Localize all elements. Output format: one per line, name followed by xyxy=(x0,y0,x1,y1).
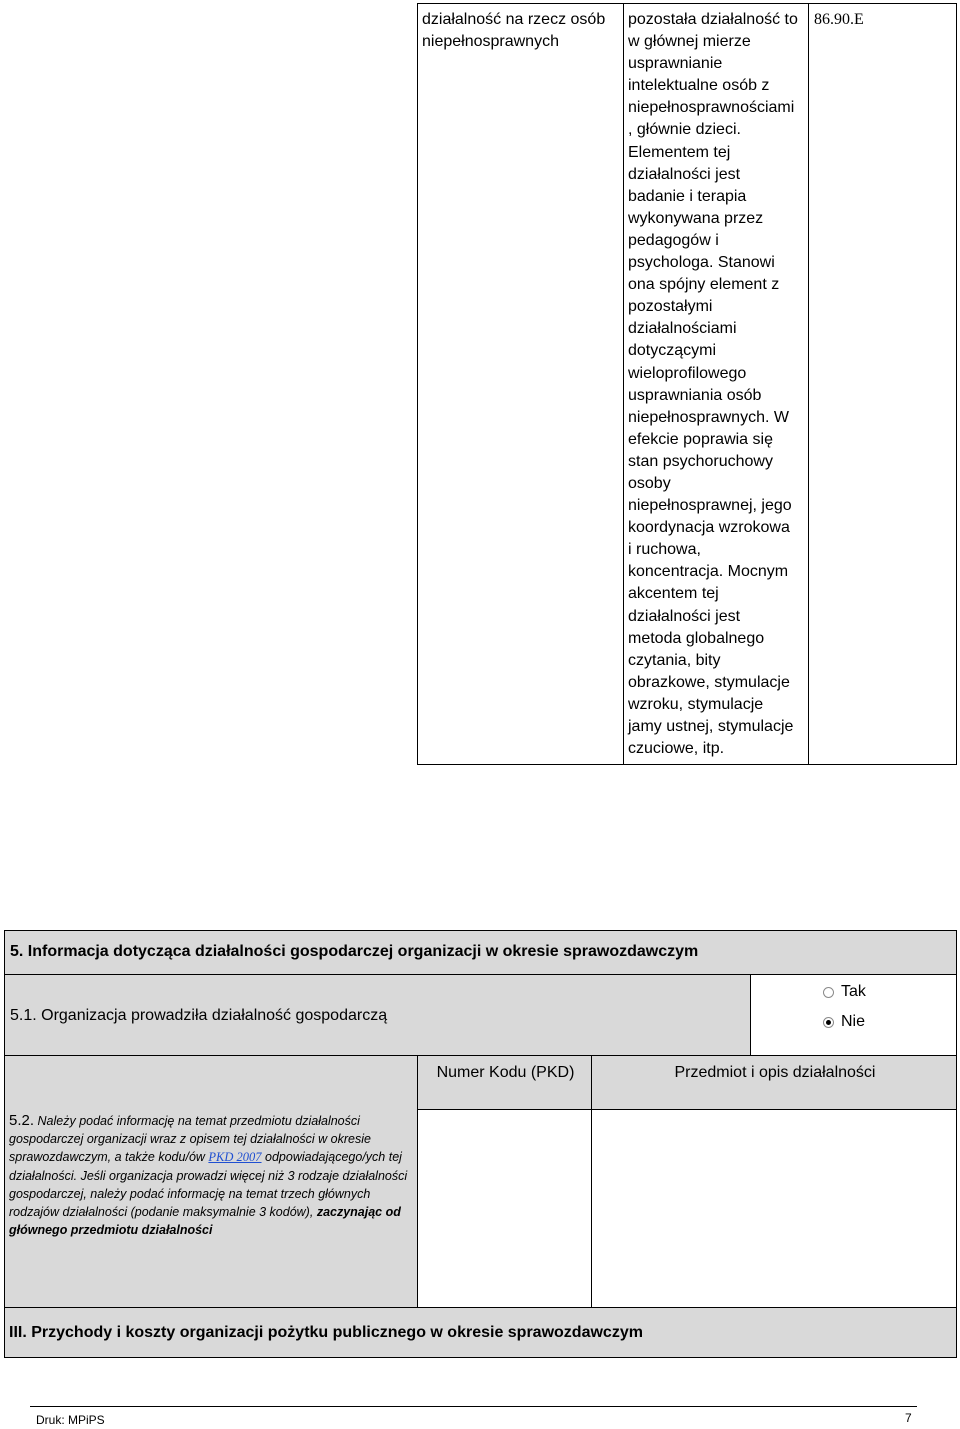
header-description-label: Przedmiot i opis działalności xyxy=(674,1064,876,1081)
table-cell-activity-description xyxy=(623,3,809,765)
page-number: 7 xyxy=(905,1411,912,1425)
section3-title: III. Przychody i koszty organizacji pożytku publicznego w okresie sprawozdawczym xyxy=(9,1324,643,1341)
activity-description-line: działalności jest xyxy=(628,607,741,625)
activity-description-line: działalnościami xyxy=(628,320,737,338)
section5-title: 5. Informacja dotycząca działalności gospodarczej organizacji w okresie sprawozdawczym xyxy=(10,943,699,960)
table-cell-activity-name xyxy=(417,3,624,765)
activity-description-line: pozostała działalność to xyxy=(628,11,798,28)
activity-description-line: w głównej mierze xyxy=(628,33,751,51)
activity-description-line: czytania, bity xyxy=(628,651,721,669)
activity-description-line: metoda globalnego xyxy=(628,629,765,647)
activity-description-line: i ruchowa, xyxy=(628,541,701,559)
activity-description-line: stan psychoruchowy xyxy=(628,452,773,470)
activity-description-line: pedagogów i xyxy=(628,231,719,249)
q51-label-cell xyxy=(4,974,751,1056)
activity-description-line: wieloprofilowego xyxy=(628,364,747,382)
activity-description-line: obrazkowe, stymulacje xyxy=(628,673,790,691)
section5-header xyxy=(4,930,957,975)
section3-header xyxy=(4,1307,957,1358)
activity-description-text xyxy=(624,4,809,760)
activity-description-line: niepełnosprawnych. W xyxy=(628,408,789,426)
q51-answer-cell xyxy=(750,974,957,1056)
activity-name-text: działalność na rzecz osób niepełnosprawnych xyxy=(422,11,606,51)
q52-instruction-text xyxy=(9,1112,417,1239)
activity-description-line: psychologa. Stanowi xyxy=(628,254,775,272)
header-pkd-code xyxy=(417,1055,592,1110)
activity-description-line: wykonywana przez xyxy=(628,209,764,227)
activity-description-line: Elementem tej xyxy=(628,143,731,161)
activity-description-line: działalności jest xyxy=(628,165,741,183)
activity-description-line: niepełnosprawnej, jego xyxy=(628,497,792,515)
q52-text-part2: odpowiadającego/ych tej działalności. xyxy=(9,1150,402,1183)
activity-description-line: osoby xyxy=(628,474,671,492)
activity-description-line: akcentem tej xyxy=(628,585,719,603)
activity-code-text: 86.90.E xyxy=(814,11,864,28)
activity-description-line: pozostałymi xyxy=(628,298,713,316)
q52-text-part3: Jeśli organizacja prowadzi więcej niż 3 rodzaje działalności gospodarczej, należy podać informację na temat trzech głównych rodzajów działalności (podanie maksymalnie 3 kodów), xyxy=(9,1168,408,1220)
activity-description-line: efekcie poprawia się xyxy=(628,430,773,448)
pkd-2007-link[interactable]: PKD 2007 xyxy=(208,1150,262,1165)
activity-description-line: czuciowe, itp. xyxy=(628,740,725,758)
header-description xyxy=(591,1055,957,1110)
header-pkd-code-label: Numer Kodu (PKD) xyxy=(436,1064,575,1081)
right-border-line xyxy=(956,1055,957,1308)
activity-description-line: jamy ustnej, stymulacje xyxy=(628,718,794,735)
activity-description-line: wzroku, stymulacje xyxy=(628,695,764,713)
radio-tak-label: Tak xyxy=(841,983,866,1000)
q52-number: 5.2. xyxy=(9,1112,35,1129)
activity-description-line: dotyczącymi xyxy=(628,342,717,360)
activity-description-line: , głównie dzieci. xyxy=(628,121,741,139)
radio-option-tak[interactable] xyxy=(823,981,866,1003)
activity-description-line: koordynacja wzrokowa xyxy=(628,519,790,537)
radio-nie-selected-icon[interactable] xyxy=(823,1017,834,1028)
radio-option-nie[interactable] xyxy=(823,1011,866,1033)
q51-label: 5.1. Organizacja prowadziła działalność gospodarczą xyxy=(10,1007,388,1024)
description-input-cell[interactable] xyxy=(591,1109,957,1308)
q52-text-part4: zaczynając od głównego przedmiotu działalności xyxy=(9,1205,401,1238)
activity-description-line: intelektualne osób z xyxy=(628,77,770,95)
radio-nie-label: Nie xyxy=(841,1013,866,1030)
activity-description-line: usprawnianie xyxy=(628,55,723,73)
activity-description-line: usprawniania osób xyxy=(628,386,762,404)
activity-description-line: niepełnosprawnościami xyxy=(628,99,795,117)
activity-description-line: badanie i terapia xyxy=(628,187,747,205)
activity-description-line: ona spójny element z xyxy=(628,276,780,294)
q52-text-part1: Należy podać informację na temat przedmiotu działalności gospodarczej organizacji wraz z opisem tej działalności w okresie sprawozdawczym, a także kodu/ów xyxy=(9,1114,371,1165)
q52-instruction-cell xyxy=(4,1055,418,1308)
activity-description-line: koncentracja. Mocnym xyxy=(628,563,789,581)
footer-divider xyxy=(30,1406,917,1407)
table-cell-activity-code xyxy=(808,3,957,765)
pkd-code-input-cell[interactable] xyxy=(417,1109,592,1308)
footer-print-label: Druk: MPiPS xyxy=(36,1413,105,1427)
radio-tak-icon[interactable] xyxy=(823,987,834,998)
